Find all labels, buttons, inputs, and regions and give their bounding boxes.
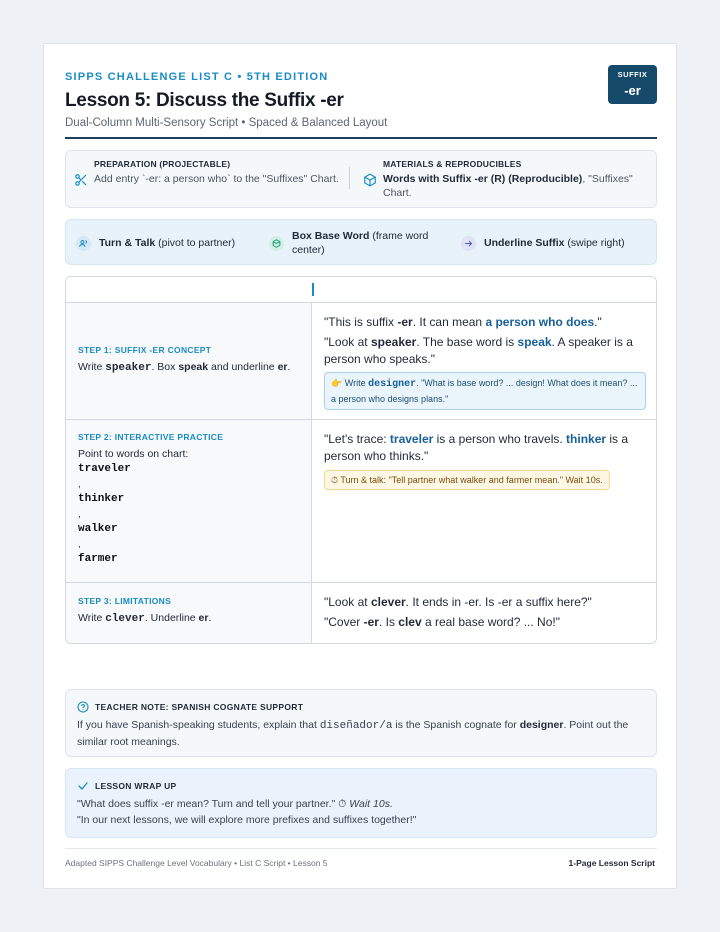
word-er: er — [277, 361, 288, 373]
word-speak: speak — [517, 335, 552, 349]
footer-source: Adapted SIPPS Challenge Level Vocabulary • List C Script • Lesson 5 — [65, 858, 328, 868]
text: . A speaker is a person who speaks." — [324, 335, 633, 366]
word-speaker: speaker — [370, 335, 417, 349]
text: . Point out the similar root meanings. — [77, 719, 629, 748]
wait-text: Wait 10s. — [349, 798, 393, 810]
text: and underline — [208, 361, 278, 373]
help-circle-icon — [77, 701, 89, 713]
step-3-instructions — [66, 583, 311, 644]
text: . "What is base word? ... design! What does it mean? ... a person who designs plans." — [331, 378, 638, 404]
step-3-script — [312, 583, 656, 644]
modes-bar — [65, 219, 657, 265]
text: . Is — [378, 615, 399, 629]
text: "What does suffix -er mean? Turn and tell your partner." — [77, 798, 339, 810]
cube-icon — [363, 173, 377, 187]
badge-value: -er — [624, 83, 641, 98]
lesson-wrap-up — [65, 768, 657, 838]
step-row-3 — [66, 583, 656, 644]
page-subtitle: Dual-Column Multi-Sensory Script • Spaced & Balanced Layout — [65, 117, 388, 129]
practice-word: farmer — [78, 553, 118, 565]
step-1-instruction — [78, 360, 303, 376]
wrap-up-heading — [77, 780, 177, 792]
step-1-quote-2 — [324, 334, 646, 368]
step-3-instruction — [78, 611, 303, 627]
step-2-quote — [324, 431, 646, 465]
step-1-script — [312, 303, 656, 419]
text: . — [208, 612, 212, 624]
materials-section — [363, 159, 633, 200]
steps-table — [65, 276, 657, 644]
panel-divider — [349, 167, 350, 189]
footer-label: 1-Page Lesson Script — [568, 858, 655, 868]
mode-turn-talk-bold: Turn & Talk — [99, 237, 156, 249]
steps-table-header — [66, 277, 656, 303]
badge-label: SUFFIX — [617, 70, 648, 79]
step-2-tip — [324, 470, 610, 490]
practice-word: walker — [78, 523, 118, 535]
pointing-hand-icon: 👉 — [331, 378, 343, 388]
text: Write — [78, 612, 106, 624]
users-icon — [76, 236, 91, 251]
text: "This is suffix — [324, 315, 398, 329]
preparation-panel — [65, 150, 657, 208]
step-3-label: STEP 3: LIMITATIONS — [78, 596, 172, 606]
mode-underline-bold: Underline Suffix — [484, 237, 565, 249]
word-clever: clever — [370, 595, 406, 609]
step-1-instructions — [66, 303, 311, 419]
text: . The base word is — [416, 335, 518, 349]
mode-underline-rest: (swipe right) — [564, 237, 625, 249]
text: If you have Spanish-speaking students, explain that — [77, 719, 320, 731]
word-clever: clever — [105, 613, 145, 625]
page-title: Lesson 5: Discuss the Suffix -er — [65, 90, 344, 111]
text: Turn & talk: "Tell partner what walker and farmer mean." Wait 10s. — [340, 475, 603, 485]
materials-rest: , "Suffixes" Chart. — [383, 173, 633, 199]
text: is a person who thinks." — [324, 432, 629, 463]
word-traveler: traveler — [389, 432, 434, 446]
text: . It can mean — [412, 315, 486, 329]
step-1-tip — [324, 372, 646, 410]
text: "Look at — [324, 335, 371, 349]
text: "Cover — [324, 615, 364, 629]
preparation-section — [74, 159, 339, 186]
text: is the Spanish cognate for — [392, 719, 520, 731]
text: . Box — [151, 361, 179, 373]
word-speak: speak — [178, 361, 209, 373]
suffix-text: -er — [397, 315, 413, 329]
separator: , — [78, 509, 81, 520]
separator: , — [78, 479, 81, 490]
mode-turn-talk-rest: (pivot to partner) — [155, 237, 236, 249]
cognate-word: diseñador/a — [319, 720, 393, 732]
scissors-icon — [74, 173, 88, 187]
practice-word: traveler — [78, 463, 131, 475]
timer-icon: ⏱ — [338, 798, 347, 810]
footer-rule — [65, 848, 657, 849]
preparation-body: Add entry `-er: a person who` to the "Suffixes" Chart. — [94, 173, 339, 185]
header-marker — [312, 283, 314, 296]
mode-box-base-bold: Box Base Word — [292, 230, 370, 242]
step-3-quote-1 — [324, 594, 646, 611]
step-2-instruction: Point to words on chart: — [78, 448, 189, 460]
meaning-text: a person who does — [485, 315, 595, 329]
text: ." — [594, 315, 602, 329]
word-designer: designer — [368, 379, 417, 390]
heading-text: TEACHER NOTE: SPANISH COGNATE SUPPORT — [95, 702, 304, 712]
heading-text: LESSON WRAP UP — [95, 781, 177, 791]
word-er: er — [198, 612, 209, 624]
text: . Underline — [144, 612, 199, 624]
word-thinker: thinker — [566, 432, 607, 446]
text: . It ends in -er. Is -er a suffix here?" — [405, 595, 592, 609]
word-speaker: speaker — [105, 362, 152, 374]
wrap-up-line-1 — [77, 796, 647, 812]
header-rule — [65, 137, 657, 139]
preparation-heading: PREPARATION (PROJECTABLE) — [94, 159, 231, 169]
arrow-right-icon — [461, 236, 476, 251]
text: a real base word? ... No!" — [421, 615, 560, 629]
text: "Let's trace: — [324, 432, 390, 446]
step-1-quote-1 — [324, 314, 646, 331]
timer-icon: ⏱ — [331, 475, 339, 485]
text: Write — [78, 361, 106, 373]
mode-turn-talk — [76, 220, 256, 266]
step-3-quote-2 — [324, 614, 646, 631]
text: "Look at — [324, 595, 371, 609]
step-row-2 — [66, 420, 656, 583]
mode-box-base-rest: (frame word center) — [292, 230, 429, 256]
teacher-note-heading — [77, 701, 303, 713]
materials-body — [383, 172, 633, 200]
series-kicker: SIPPS CHALLENGE LIST C • 5TH EDITION — [65, 71, 329, 83]
mode-underline-suffix — [461, 220, 651, 266]
wrap-up-body — [77, 796, 647, 828]
box-icon — [269, 236, 284, 251]
separator: , — [78, 539, 81, 550]
check-icon — [77, 780, 89, 792]
materials-bold: Words with Suffix -er (R) (Reproducible) — [383, 173, 583, 185]
mode-box-base — [269, 220, 439, 266]
teacher-note — [65, 689, 657, 757]
step-2-label: STEP 2: INTERACTIVE PRACTICE — [78, 432, 224, 442]
text: . — [287, 361, 291, 373]
suffix-text: -er — [363, 615, 379, 629]
suffix-badge — [608, 65, 657, 104]
materials-heading: MATERIALS & REPRODUCIBLES — [383, 159, 522, 169]
word-designer: designer — [519, 719, 564, 731]
step-row-1 — [66, 303, 656, 420]
step-1-label: STEP 1: SUFFIX -ER CONCEPT — [78, 345, 212, 355]
step-2-script — [312, 420, 656, 582]
wrap-up-line-2: "In our next lessons, we will explore more prefixes and suffixes together!" — [77, 814, 417, 826]
teacher-note-body — [77, 717, 647, 750]
word-clev: clev — [398, 615, 422, 629]
lesson-page — [43, 43, 677, 889]
text: Write — [344, 378, 369, 388]
step-2-instructions — [66, 420, 311, 582]
practice-word: thinker — [78, 493, 125, 505]
text: is a person who travels. — [433, 432, 567, 446]
